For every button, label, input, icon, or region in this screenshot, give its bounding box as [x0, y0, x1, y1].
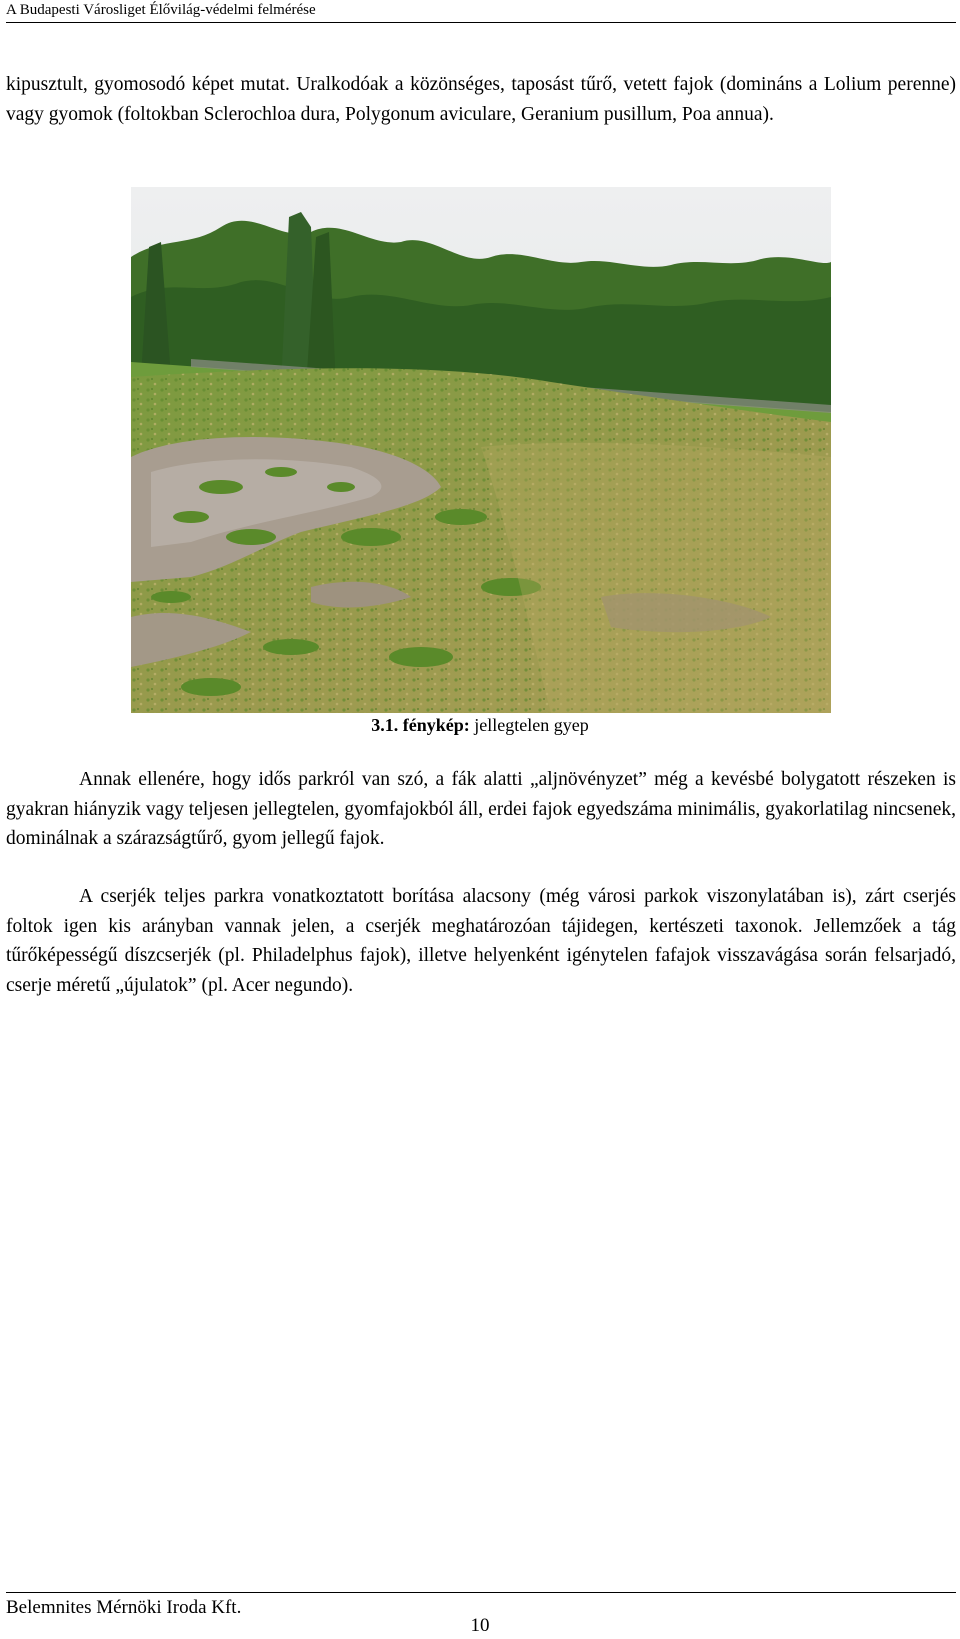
- caption-text: jellegtelen gyep: [474, 715, 589, 735]
- running-header: [6, 0, 956, 23]
- paragraph-understory: Annak ellenére, hogy idős parkról van szó, a fák alatti „aljnövényzet” még a kevésbé bolygatott részeken is gyakran hiányzik vagy teljesen jellegtelen, gyomfajokból áll, erdei fajok egyedszáma minimális, gyakorlatilag nincsenek, dominálnak a szárazságtűrő, gyom jellegű fajok.: [6, 769, 956, 849]
- photo-caption: [0, 712, 960, 738]
- page-number: 10: [470, 1615, 490, 1636]
- paragraph-intro: kipusztult, gyomosodó képet mutat. Uralkodóak a közönséges, taposást tűrő, vetett fajok (domináns a Lolium perenne) vagy gyomok (foltokban Sclerochloa dura, Polygonum aviculare, Geranium pusillum, Poa annua).: [6, 74, 956, 125]
- footer-divider: [6, 1592, 956, 1593]
- footer-company: Belemnites Mérnöki Iroda Kft.: [6, 1597, 242, 1618]
- lawn-photo: [131, 187, 831, 713]
- lawn-photo-illustration: [131, 187, 831, 713]
- paragraph-shrubs: A cserjék teljes parkra vonatkoztatott borítása alacsony (még városi parkok viszonylatában is), zárt cserjés foltok igen kis arányban vannak jelen, a cserjék meghatározóan tájidegen, kertészeti taxonok. Jellemzőek a tág tűrőképességű díszcserjék (pl. Philadelphus fajok), illetve helyenként igénytelen fafajok visszavágása során felsarjadó, cserje méretű „újulatok” (pl. Acer negundo).: [6, 886, 956, 996]
- header-title: A Budapesti Városliget Élővilág-védelmi felmérése: [6, 2, 316, 18]
- caption-label: 3.1. fénykép:: [371, 715, 470, 735]
